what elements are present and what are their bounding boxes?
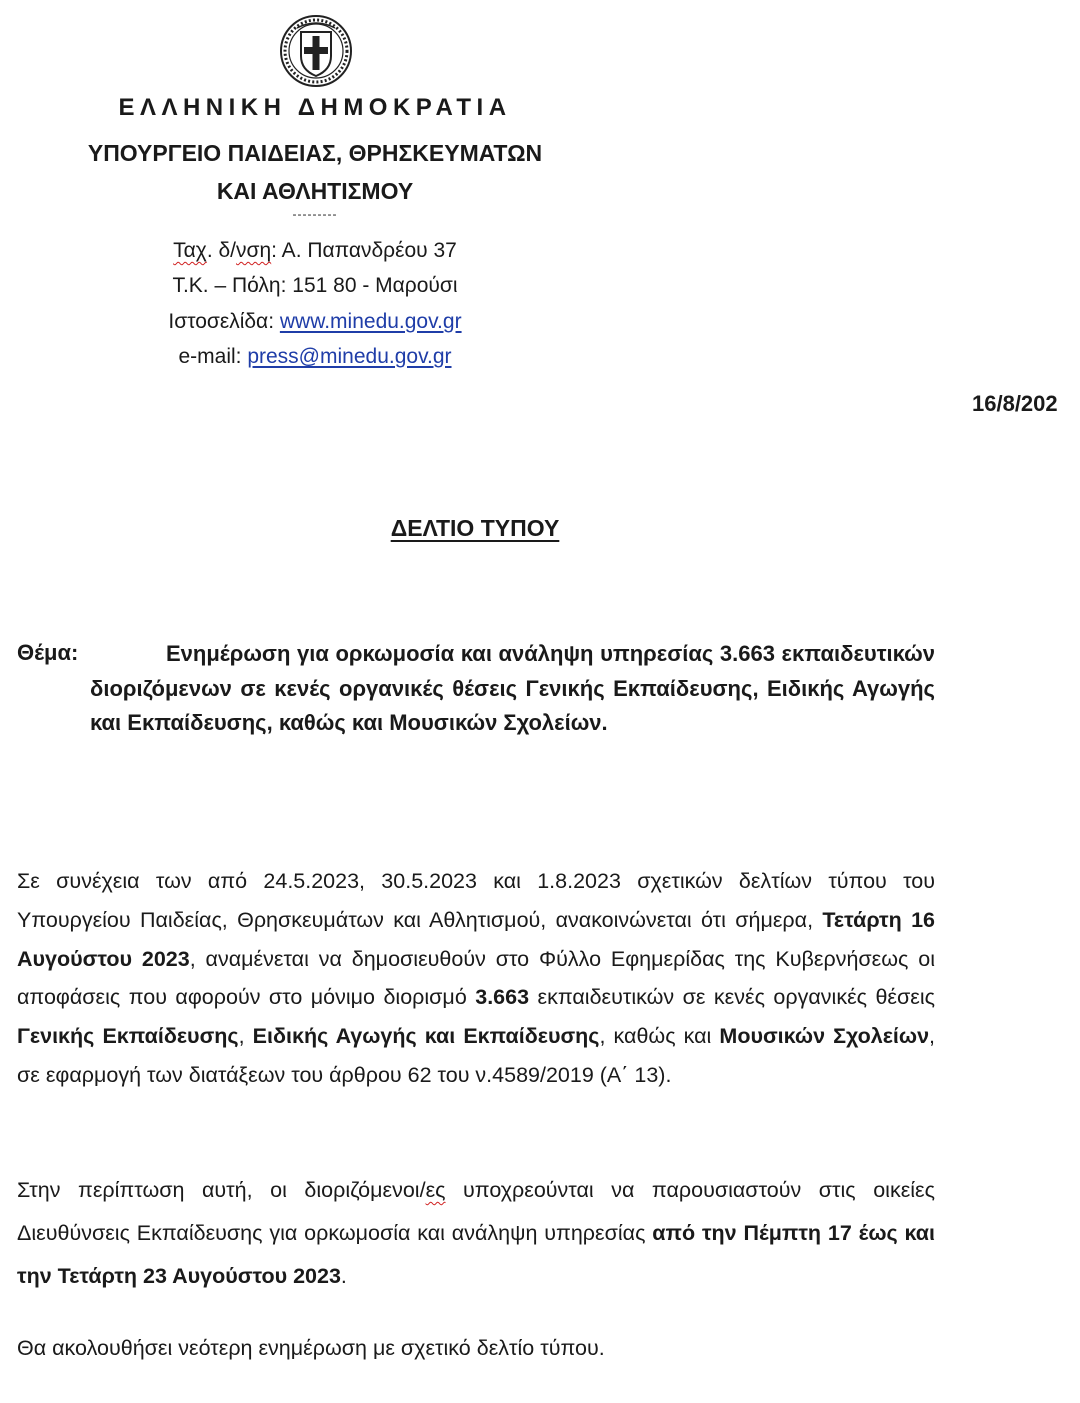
header-separator: --------- xyxy=(292,207,338,221)
republic-heading: ΕΛΛΗΝΙΚΗ ΔΗΜΟΚΡΑΤΙΑ xyxy=(118,94,512,121)
email-link[interactable]: press@minedu.gov.gr xyxy=(247,345,452,368)
subject-label: Θέμα: xyxy=(17,640,79,665)
document-date: 16/8/202 xyxy=(972,391,1058,416)
postal-address: Ταχ. δ/νση: Α. Παπανδρέου 37 xyxy=(173,239,457,262)
body-paragraph-3: Θα ακολουθήσει νεότερη ενημέρωση με σχετικό δελτίο τύπου. xyxy=(17,1336,605,1360)
greek-coat-of-arms-icon xyxy=(279,14,353,88)
postal-code-city: Τ.Κ. – Πόλη: 151 80 - Μαρούσι xyxy=(172,274,458,297)
ministry-name-line1: ΥΠΟΥΡΓΕΙΟ ΠΑΙΔΕΙΑΣ, ΘΡΗΣΚΕΥΜΑΤΩΝ xyxy=(87,140,543,166)
body-paragraph-1: Σε συνέχεια των από 24.5.2023, 30.5.2023 και 1.8.2023 σχετικών δελτίων τύπου του Υπουργείου Παιδείας, Θρησκευμάτων και Αθλητισμού, ανακοινώνεται ότι σήμερα, Τετάρτη 16 Αυγούστου 2023, αναμένεται να δημοσιευθούν στο Φύλλο Εφημερίδας της Κυβερνήσεως οι αποφάσεις που αφορούν στο μόνιμο διορισμό 3.663 εκπαιδευτικών σε κενές οργανικές θέσεις Γενικής Εκπαίδευσης, Ειδικής Αγωγής και Εκπαίδευσης, καθώς και Μουσικών Σχολείων, σε εφαρμογή των διατάξεων του άρθρου 62 του ν.4589/2019 (Α΄ 13). xyxy=(17,869,936,1087)
body-paragraph-2: Στην περίπτωση αυτή, οι διοριζόμενοι/ες υποχρεούνται να παρουσιαστούν στις οικείες Διευθύνσεις Εκπαίδευσης για ορκωμοσία και ανάληψη υπηρεσίας από την Πέμπτη 17 έως και την Τετάρτη 23 Αυγούστου 2023. xyxy=(17,1178,935,1288)
website-line: Ιστοσελίδα: www.minedu.gov.gr xyxy=(168,310,462,333)
page-title: ΔΕΛΤΙΟ ΤΥΠΟΥ xyxy=(390,515,560,541)
email-line: e-mail: press@minedu.gov.gr xyxy=(178,345,452,368)
ministry-name-line2: ΚΑΙ ΑΘΛΗΤΙΣΜΟΥ xyxy=(216,178,414,204)
subject-text: Ενημέρωση για ορκωμοσία και ανάληψη υπηρεσίας 3.663 εκπαιδευτικών διοριζόμενων σε κενές οργανικές θέσεις Γενικής Εκπαίδευσης, Ειδικής Αγωγής και Εκπαίδευσης, καθώς και Μουσικών Σχολείων. xyxy=(90,641,935,735)
website-link[interactable]: www.minedu.gov.gr xyxy=(279,310,462,333)
